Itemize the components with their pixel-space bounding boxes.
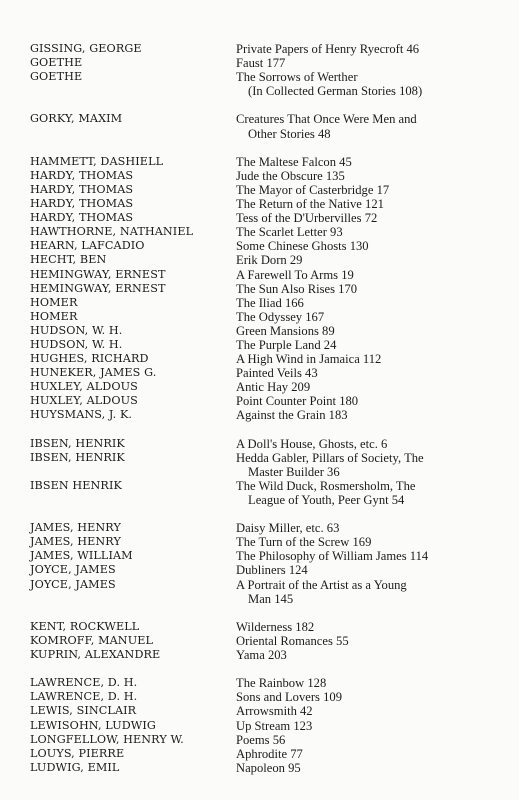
book-title: The Sorrows of Werther [236,70,358,85]
author-name: GISSING, GEORGE [30,42,142,55]
book-title: Napoleon 95 [236,760,301,775]
book-title: Against the Grain 183 [236,408,348,423]
author-name: HUXLEY, ALDOUS [30,380,138,394]
author-name: JAMES, WILLIAM [30,549,133,563]
book-title: The Wild Duck, Rosmersholm, The [236,478,416,493]
author-name: LAWRENCE, D. H. [30,676,138,690]
author-name: LONGFELLOW, HENRY W. [30,732,184,746]
book-title: The Scarlet Letter 93 [236,225,343,240]
book-title: Some Chinese Ghosts 130 [236,239,369,254]
book-title: Daisy Miller, etc. 63 [236,521,340,536]
author-name: JOYCE, JAMES [30,577,116,591]
book-title: A Portrait of the Artist as a Young [236,577,407,592]
author-name: KENT, ROCKWELL [30,619,140,633]
book-title: Wilderness 182 [236,619,315,634]
author-name: LAWRENCE, D. H. [30,690,138,704]
group-spacer [236,662,496,676]
author-name: GORKY, MAXIM [30,112,123,126]
book-title: Point Counter Point 180 [236,394,359,409]
group-spacer [30,662,230,676]
group-spacer [30,141,230,155]
author-name: HUDSON, W. H. [30,323,123,337]
book-title: The Purple Land 24 [236,337,337,352]
author-name: HOMER [30,309,78,323]
book-title: Poems 56 [236,732,286,747]
book-title: Green Mansions 89 [236,323,335,338]
author-name: IBSEN, HENRIK [30,436,125,450]
book-title: Faust 177 [236,56,286,71]
book-title-continuation: Other Stories 48 [248,126,331,141]
author-name: JAMES, HENRY [30,521,121,535]
group-spacer [236,141,496,155]
book-title: Yama 203 [236,648,287,663]
book-title: The Sun Also Rises 170 [236,281,358,296]
book-title: Erik Dorn 29 [236,253,303,268]
author-name: HAMMETT, DASHIELL [30,154,164,168]
line-spacer [30,592,230,606]
author-name: IBSEN, HENRIK [30,450,125,464]
book-title: Sons and Lovers 109 [236,690,342,705]
author-name: HUGHES, RICHARD [30,352,149,366]
book-title: Creatures That Once Were Men and [236,112,417,127]
book-title: A Doll's House, Ghosts, etc. 6 [236,436,388,451]
group-spacer [236,98,496,112]
author-name: HEMINGWAY, ERNEST [30,267,166,281]
author-name: HAWTHORNE, NATHANIEL [30,225,194,239]
line-spacer [30,84,230,98]
book-title: Tess of the D'Urbervilles 72 [236,211,378,226]
author-name: JOYCE, JAMES [30,563,116,577]
book-title: Private Papers of Henry Ryecroft 46 [236,42,420,56]
author-name: LEWIS, SINCLAIR [30,704,137,718]
book-title: Aphrodite 77 [236,746,303,761]
author-name: HEARN, LAFCADIO [30,239,145,253]
book-title: Jude the Obscure 135 [236,168,345,183]
book-title: The Iliad 166 [236,295,304,310]
author-name: JAMES, HENRY [30,535,121,549]
author-name: HUXLEY, ALDOUS [30,394,138,408]
book-title: Arrowsmith 42 [236,704,313,719]
book-title: Hedda Gabler, Pillars of Society, The [236,450,424,465]
book-title: Dubliners 124 [236,563,308,578]
group-spacer [30,98,230,112]
line-spacer [30,127,230,141]
group-spacer [236,606,496,620]
book-title: The Maltese Falcon 45 [236,154,352,169]
author-name: KOMROFF, MANUEL [30,633,154,647]
book-title: The Turn of the Screw 169 [236,535,372,550]
line-spacer [30,493,230,507]
author-name: HUDSON, W. H. [30,337,123,351]
author-name: IBSEN HENRIK [30,478,122,492]
author-name: HARDY, THOMAS [30,168,134,182]
title-column [236,42,496,775]
author-name: HARDY, THOMAS [30,211,134,225]
book-title: Up Stream 123 [236,718,313,733]
group-spacer [30,423,230,437]
author-name: HOMER [30,295,78,309]
author-name: HEMINGWAY, ERNEST [30,281,166,295]
author-name: KUPRIN, ALEXANDRE [30,648,161,662]
book-title: The Odyssey 167 [236,309,325,324]
group-spacer [30,507,230,521]
line-spacer [30,465,230,479]
author-name: LEWISOHN, LUDWIG [30,718,156,732]
group-spacer [236,507,496,521]
book-title: Oriental Romances 55 [236,633,349,648]
book-title-continuation: Man 145 [248,591,294,606]
book-title-continuation: League of Youth, Peer Gynt 54 [248,493,405,507]
book-title: The Rainbow 128 [236,676,327,691]
author-name: LUDWIG, EMIL [30,760,120,774]
book-title: The Return of the Native 121 [236,197,384,212]
author-column [30,42,230,775]
book-title: A High Wind in Jamaica 112 [236,352,382,367]
author-name: HUNEKER, JAMES G. [30,366,157,380]
book-title-continuation: (In Collected German Stories 108) [248,84,423,99]
author-name: LOUYS, PIERRE [30,746,125,760]
author-name: GOETHE [30,70,83,84]
author-name: HECHT, BEN [30,253,107,267]
book-title: Painted Veils 43 [236,366,318,381]
book-title: The Philosophy of William James 114 [236,549,429,564]
group-spacer [236,423,496,437]
group-spacer [30,606,230,620]
author-name: GOETHE [30,56,83,70]
book-title-continuation: Master Builder 36 [248,464,340,479]
book-title: The Mayor of Casterbridge 17 [236,182,390,197]
book-title: Antic Hay 209 [236,380,311,395]
book-title: A Farewell To Arms 19 [236,267,354,282]
author-name: HUYSMANS, J. K. [30,408,133,422]
author-name: HARDY, THOMAS [30,197,134,211]
author-name: HARDY, THOMAS [30,182,134,196]
